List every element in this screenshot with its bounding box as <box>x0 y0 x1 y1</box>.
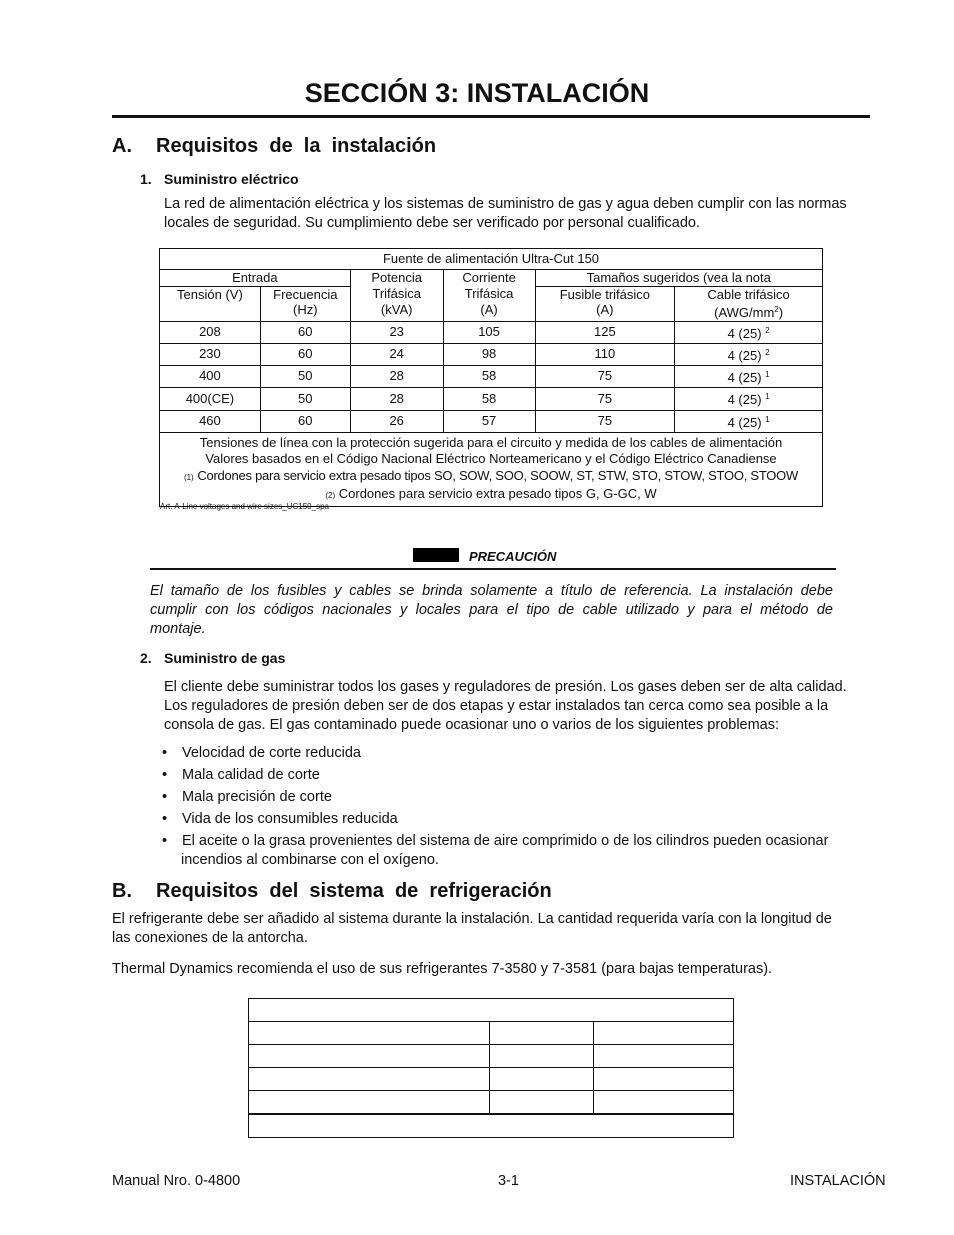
cell-frequency: 60 <box>260 410 350 432</box>
cell-cable-value: 4 (25) <box>727 347 762 363</box>
table-row <box>160 387 823 410</box>
cell-power: 24 <box>350 343 443 365</box>
list-item-text: Mala precisión de corte <box>182 789 332 805</box>
list-item-text: El aceite o la grasa provenientes del sistema de aire comprimido o de los cilindros pueden ocasionar <box>182 833 829 849</box>
page-title: SECCIÓN 3: INSTALACIÓN <box>304 78 650 108</box>
gas-supply-paragraph-line: Los reguladores de presión deben ser de dos etapas y estar instalados tan cerca como sea posible a la <box>164 698 829 714</box>
cell-voltage: 400(CE) <box>160 387 261 410</box>
gas-supply-title: Suministro de gas <box>164 650 286 666</box>
table-cell <box>489 1091 594 1115</box>
gas-supply-paragraph-line: consola de gas. El gas contaminado puede ocasionar uno o varios de los siguientes problemas: <box>164 717 780 733</box>
table-note <box>162 468 820 487</box>
bullet-icon: • <box>162 789 168 805</box>
table-row <box>160 365 823 387</box>
cell-cable <box>675 410 823 432</box>
cell-cable-note: 2 <box>765 347 770 357</box>
table-cell <box>489 1022 594 1045</box>
gas-supply-paragraph <box>164 678 876 735</box>
table-cell <box>594 1091 734 1115</box>
cell-cable <box>675 343 823 365</box>
group-current-header: Corriente <box>443 270 535 287</box>
section-b-paragraph <box>112 910 874 948</box>
table-cell <box>249 1045 490 1068</box>
caution-divider <box>150 568 836 570</box>
col-fuse-unit: (A) <box>596 302 614 317</box>
col-cable-header <box>675 286 823 321</box>
cell-frequency: 60 <box>260 321 350 343</box>
cell-current: 105 <box>443 321 535 343</box>
cell-voltage: 208 <box>160 321 261 343</box>
col-power-header <box>350 286 443 321</box>
power-supply-paragraph-line: La red de alimentación eléctrica y los sistemas de suministro de gas y agua deben cumplir con las normas <box>164 196 847 212</box>
list-item-text: incendios al combinarse con el oxígeno. <box>181 852 439 868</box>
table-cell <box>594 1045 734 1068</box>
table-column-header-row <box>160 286 823 321</box>
col-cable-unit <box>677 302 820 321</box>
cell-voltage: 400 <box>160 365 261 387</box>
cell-cable-note: 2 <box>765 325 770 335</box>
cell-cable <box>675 365 823 387</box>
col-frequency-header <box>260 286 350 321</box>
table-notes <box>160 432 823 506</box>
col-current-unit: (A) <box>480 301 498 317</box>
cell-fuse: 75 <box>535 410 675 432</box>
section-b-heading <box>112 880 552 903</box>
gas-supply-number: 2. <box>140 650 152 666</box>
list-item-text: Velocidad de corte reducida <box>182 745 361 761</box>
cell-current: 57 <box>443 410 535 432</box>
bullet-icon: • <box>162 745 168 761</box>
title-underline <box>112 115 870 118</box>
table-row <box>249 1022 734 1045</box>
table-title-row <box>160 249 823 270</box>
cell-cable <box>675 387 823 410</box>
cell-frequency: 50 <box>260 365 350 387</box>
power-supply-paragraph <box>164 195 874 233</box>
cell-power: 23 <box>350 321 443 343</box>
list-item-text: Vida de los consumibles reducida <box>182 811 398 827</box>
footer-manual-number: Manual Nro. 0-4800 <box>112 1173 241 1189</box>
footer-page-number: 3-1 <box>498 1173 519 1189</box>
table-cell <box>249 1022 490 1045</box>
section-a-heading <box>112 135 436 158</box>
caution-text-line: montaje. <box>150 621 206 637</box>
cell-fuse: 110 <box>535 343 675 365</box>
power-supply-heading <box>140 171 299 187</box>
group-power-header: Potencia <box>350 270 443 287</box>
section-b-paragraph-line: las conexiones de la antorcha. <box>112 930 308 946</box>
cell-fuse: 75 <box>535 365 675 387</box>
col-power-label: Trifásica <box>372 286 421 301</box>
cell-cable-note: 1 <box>765 414 770 424</box>
section-b-title: Requisitos del sistema de refrigeración <box>156 880 552 902</box>
list-item <box>160 744 872 763</box>
list-item-text: Mala calidad de corte <box>182 767 320 783</box>
cell-frequency: 60 <box>260 343 350 365</box>
col-cable-unit-text: (AWG/mm <box>714 305 775 320</box>
caution-text <box>150 582 833 639</box>
table-row <box>160 321 823 343</box>
table-cell <box>249 1091 490 1115</box>
table-cell <box>594 1022 734 1045</box>
note-marker-1: (1) <box>183 472 194 482</box>
power-supply-table-wrap <box>159 248 823 507</box>
art-label: Art. A-Line voltages and wire sizes_UC150_spa <box>160 502 329 511</box>
table-cell <box>249 1068 490 1091</box>
cell-cable-note: 1 <box>765 369 770 379</box>
table-cell <box>489 1045 594 1068</box>
table-row <box>160 410 823 432</box>
col-voltage-label: Tensión (V) <box>177 286 243 302</box>
col-frequency-label: Frecuencia <box>273 286 338 302</box>
coolant-table-wrap <box>248 998 734 1138</box>
table-notes-row <box>160 432 823 506</box>
table-cell <box>249 999 734 1022</box>
cell-fuse: 75 <box>535 387 675 410</box>
caution-text-line: cumplir con los códigos nacionales y locales para el tipo de cable utilizado y para el método de <box>150 602 833 618</box>
cell-fuse: 125 <box>535 321 675 343</box>
caution-badge <box>413 548 459 562</box>
gas-supply-paragraph-line: El cliente debe suministrar todos los gases y reguladores de presión. Los gases deben ser de alta calidad. <box>164 679 847 695</box>
cell-voltage: 230 <box>160 343 261 365</box>
power-supply-table <box>159 248 823 507</box>
gas-problems-list <box>160 744 872 873</box>
note-text-1: Cordones para servicio extra pesado tipos SO, SOW, SOO, SOOW, ST, STW, STO, STOW, STOO, STOOW <box>197 467 799 483</box>
power-supply-number: 1. <box>140 171 152 187</box>
table-cell <box>594 1068 734 1091</box>
bullet-icon: • <box>162 811 168 827</box>
group-sizes-header: Tamaños sugeridos (vea la nota <box>535 270 823 287</box>
cell-power: 28 <box>350 365 443 387</box>
group-input-header: Entrada <box>160 270 351 287</box>
col-power-unit: (kVA) <box>380 301 413 317</box>
gas-supply-heading <box>140 650 285 666</box>
table-row <box>249 1091 734 1115</box>
cell-voltage: 460 <box>160 410 261 432</box>
power-supply-title: Suministro eléctrico <box>164 171 299 187</box>
cell-current: 58 <box>443 387 535 410</box>
cell-current: 98 <box>443 343 535 365</box>
cell-cable-value: 4 (25) <box>727 414 762 430</box>
table-group-header-row <box>160 270 823 287</box>
table-note: Valores basados en el Código Nacional Eléctrico Norteamericano y el Código Eléctrico Canadiense <box>205 451 777 466</box>
table-row <box>249 1045 734 1068</box>
cell-cable <box>675 321 823 343</box>
col-current-label: Trifásica <box>464 286 514 301</box>
col-cable-unit-sup: 2 <box>774 305 779 314</box>
list-item <box>160 766 872 785</box>
cell-power: 26 <box>350 410 443 432</box>
cell-cable-note: 1 <box>765 392 770 402</box>
bullet-icon: • <box>162 767 168 783</box>
section-b-letter: B. <box>112 880 132 902</box>
table-row <box>160 343 823 365</box>
caution-label: PRECAUCIÓN <box>469 549 557 564</box>
section-b-paragraph-line: El refrigerante debe ser añadido al sistema durante la instalación. La cantidad requerida varía con la longitud de <box>112 911 832 927</box>
col-voltage-header <box>160 286 261 321</box>
col-fuse-label: Fusible trifásico <box>559 286 650 302</box>
note-marker-2: (2) <box>325 491 336 500</box>
cell-cable-value: 4 (25) <box>727 392 762 408</box>
note-text-2: Cordones para servicio extra pesado tipos G, G-GC, W <box>338 486 657 501</box>
cell-current: 58 <box>443 365 535 387</box>
col-current-header <box>443 286 535 321</box>
list-item <box>160 810 872 829</box>
table-row <box>249 1114 734 1138</box>
cell-cable-value: 4 (25) <box>727 369 762 385</box>
section-b-paragraph-2: Thermal Dynamics recomienda el uso de sus refrigerantes 7-3580 y 7-3581 (para bajas temperaturas). <box>112 961 773 977</box>
cell-power: 28 <box>350 387 443 410</box>
table-note: Tensiones de línea con la protección sugerida para el circuito y medida de los cables de alimentación <box>199 434 783 450</box>
table-cell <box>249 1114 734 1138</box>
table-cell <box>489 1068 594 1091</box>
power-supply-paragraph-line: locales de seguridad. Su cumplimiento debe ser verificado por personal cualificado. <box>164 215 700 231</box>
col-cable-unit-close: ) <box>778 305 784 320</box>
table-row <box>249 999 734 1022</box>
table-title: Fuente de alimentación Ultra-Cut 150 <box>160 249 823 270</box>
col-cable-label: Cable trifásico <box>707 286 790 302</box>
list-item <box>160 832 872 870</box>
list-item <box>160 788 872 807</box>
cell-frequency: 50 <box>260 387 350 410</box>
coolant-table <box>248 998 734 1138</box>
caution-text-line: El tamaño de los fusibles y cables se brinda solamente a título de referencia. La instalación debe <box>150 583 833 599</box>
bullet-icon: • <box>162 833 168 849</box>
col-frequency-unit: (Hz) <box>293 302 318 317</box>
footer-section-name: INSTALACIÓN <box>790 1173 886 1189</box>
cell-cable-value: 4 (25) <box>727 325 762 341</box>
col-fuse-header <box>535 286 675 321</box>
section-a-letter: A. <box>112 135 132 157</box>
table-row <box>249 1068 734 1091</box>
section-a-title: Requisitos de la instalación <box>156 135 437 157</box>
